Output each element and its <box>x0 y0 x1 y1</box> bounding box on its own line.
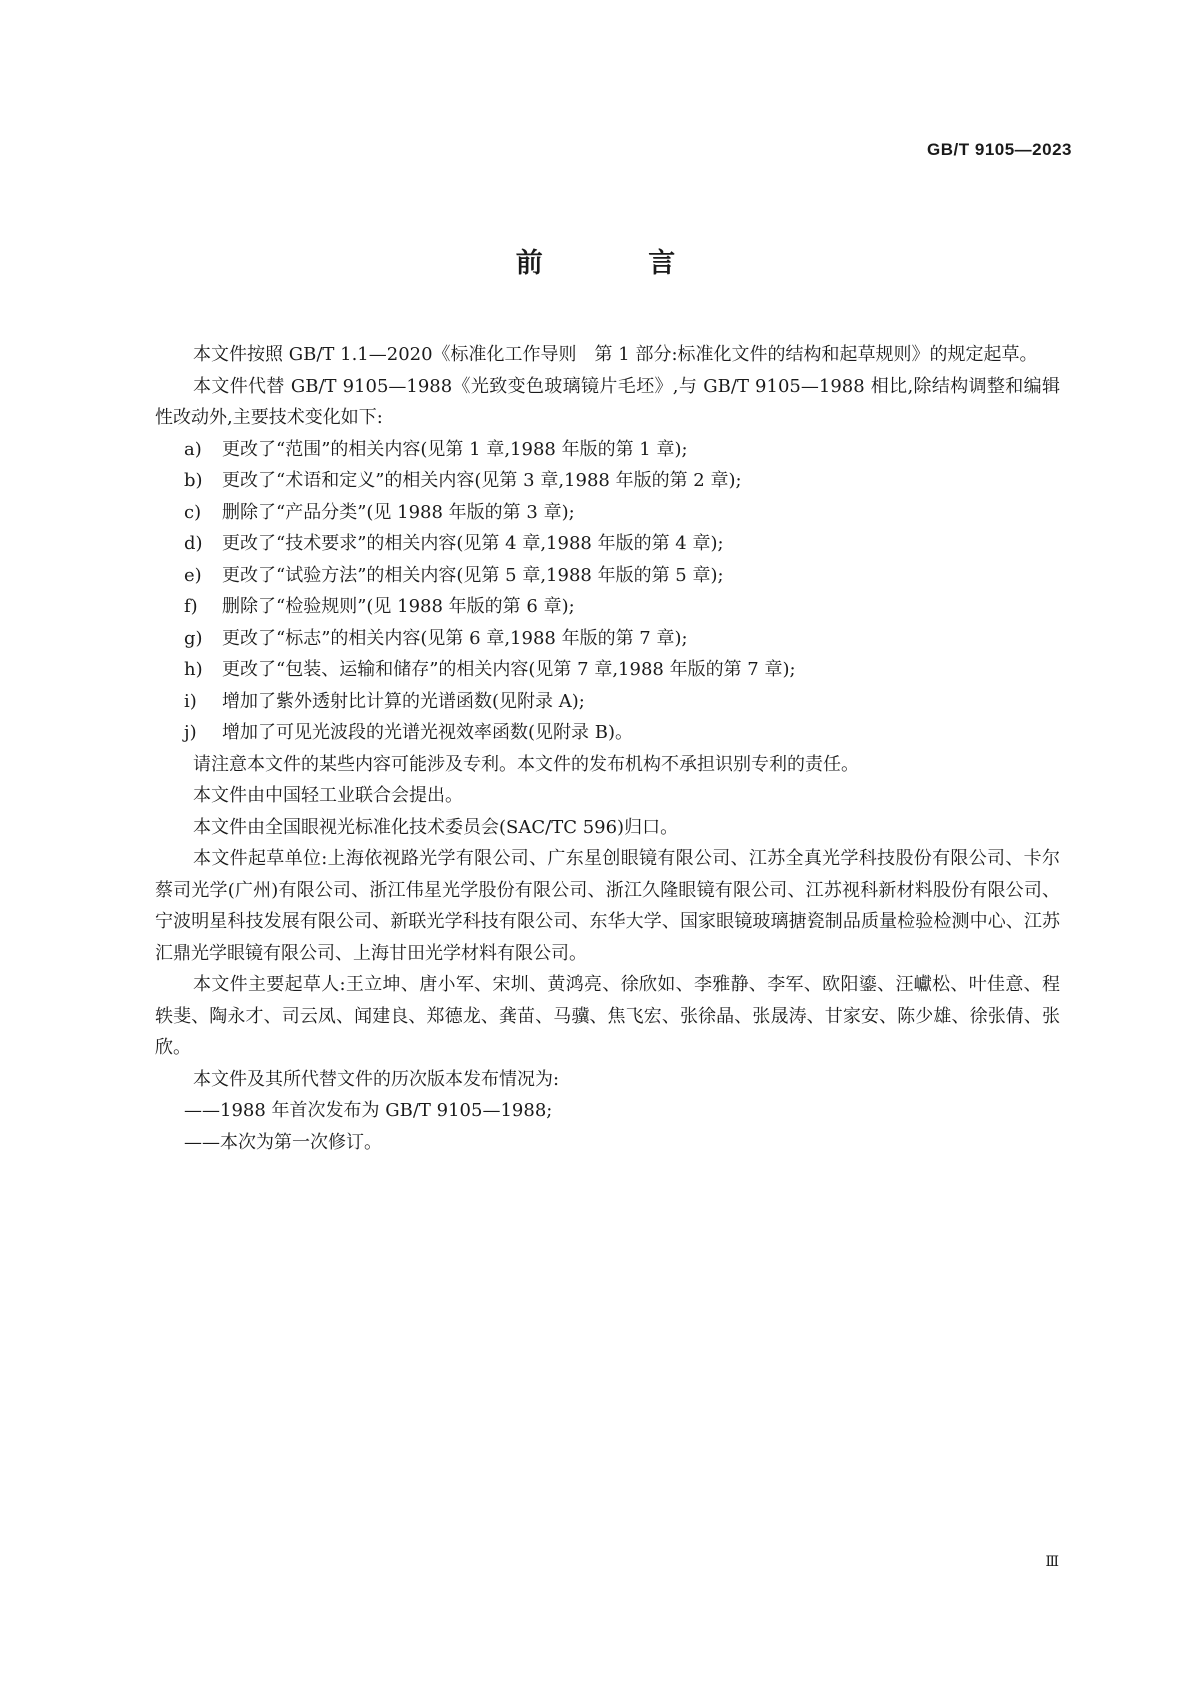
committee-paragraph: 本文件由全国眼视光标准化技术委员会(SAC/TC 596)归口。 <box>193 816 679 838</box>
list-item-text: 更改了“包装、运输和储存”的相关内容(见第 7 章,1988 年版的第 7 章); <box>222 659 796 680</box>
list-item-text: 删除了“产品分类”(见 1988 年版的第 3 章); <box>222 501 575 523</box>
list-marker: d) <box>184 533 203 554</box>
list-item-text: 增加了可见光波段的光谱光视效率函数(见附录 B)。 <box>222 722 633 743</box>
list-item-text: 更改了“标志”的相关内容(见第 6 章,1988 年版的第 7 章); <box>222 627 688 649</box>
list-item <box>155 465 1060 497</box>
list-item-text: 更改了“试验方法”的相关内容(见第 5 章,1988 年版的第 5 章); <box>222 564 724 586</box>
history-item: ——1988 年首次发布为 GB/T 9105—1988; <box>184 1100 553 1121</box>
list-marker: f) <box>184 596 198 617</box>
list-item <box>155 528 1060 560</box>
page-title: 前 言 <box>515 248 724 279</box>
history-intro: 本文件及其所代替文件的历次版本发布情况为: <box>193 1068 560 1090</box>
changes-list <box>155 434 1060 749</box>
list-item <box>155 654 1060 686</box>
list-marker: e) <box>184 564 202 586</box>
list-item <box>155 434 1060 466</box>
intro-paragraph: 本文件代替 GB/T 9105—1988《光致变色玻璃镜片毛坯》,与 GB/T 9105—1988 相比,除结构调整和编辑性改动外,主要技术变化如下: <box>155 375 1060 428</box>
list-marker: i) <box>184 690 197 712</box>
list-item <box>155 717 1060 749</box>
list-item <box>155 623 1060 655</box>
standard-number: GB/T 9105—2023 <box>927 140 1072 159</box>
list-marker: h) <box>184 659 203 680</box>
list-item <box>155 497 1060 529</box>
list-marker: b) <box>184 470 203 491</box>
drafters-paragraph: 本文件主要起草人:王立坤、唐小军、宋圳、黄鸿亮、徐欣如、李雅静、李军、欧阳鎏、汪巘松、叶佳意、程轶斐、陶永才、司云凤、闻建良、郑德龙、龚苗、马骥、焦飞宏、张徐晶、张晟涛、甘家安、陈少雄、徐张倩、张欣。 <box>155 974 1060 1058</box>
list-item-text: 更改了“范围”的相关内容(见第 1 章,1988 年版的第 1 章); <box>222 438 688 460</box>
list-item <box>155 560 1060 592</box>
list-marker: c) <box>184 501 202 523</box>
document-body <box>155 339 1060 1158</box>
list-marker: j) <box>184 722 197 743</box>
proposer-paragraph: 本文件由中国轻工业联合会提出。 <box>193 785 463 806</box>
list-item-text: 更改了“技术要求”的相关内容(见第 4 章,1988 年版的第 4 章); <box>222 533 724 554</box>
list-marker: a) <box>184 438 202 460</box>
list-item-text: 增加了紫外透射比计算的光谱函数(见附录 A); <box>222 690 585 712</box>
history-item: ——本次为第一次修订。 <box>184 1131 382 1153</box>
drafting-units-paragraph: 本文件起草单位:上海依视路光学有限公司、广东星创眼镜有限公司、江苏全真光学科技股份有限公司、卡尔蔡司光学(广州)有限公司、浙江伟星光学股份有限公司、浙江久隆眼镜有限公司、江苏视科新材料股份有限公司、宁波明星科技发展有限公司、新联光学科技有限公司、东华大学、国家眼镜玻璃搪瓷制品质量检验检测中心、江苏汇鼎光学眼镜有限公司、上海甘田光学材料有限公司。 <box>155 848 1060 964</box>
list-marker: g) <box>184 627 203 649</box>
list-item-text: 删除了“检验规则”(见 1988 年版的第 6 章); <box>222 596 575 617</box>
list-item <box>155 686 1060 718</box>
intro-paragraph: 本文件按照 GB/T 1.1—2020《标准化工作导则 第 1 部分:标准化文件的结构和起草规则》的规定起草。 <box>193 344 1038 365</box>
patent-notice: 请注意本文件的某些内容可能涉及专利。本文件的发布机构不承担识别专利的责任。 <box>193 753 859 775</box>
page-number: Ⅲ <box>1045 1554 1059 1570</box>
list-item-text: 更改了“术语和定义”的相关内容(见第 3 章,1988 年版的第 2 章); <box>222 470 742 491</box>
list-item <box>155 591 1060 623</box>
